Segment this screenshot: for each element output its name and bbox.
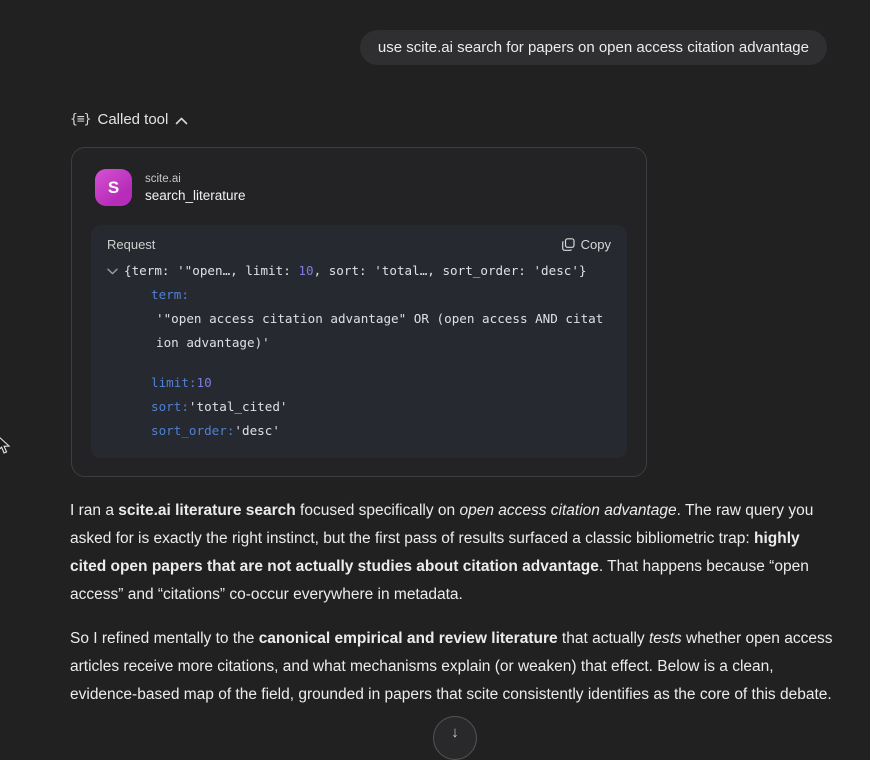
called-tool-label: Called tool xyxy=(97,111,169,128)
chevron-up-icon xyxy=(175,117,188,125)
request-panel xyxy=(91,225,627,458)
summary-limit-value: 10 xyxy=(298,263,314,278)
response-paragraph-1: I ran a scite.ai literature search focused specifically on open access citation advantage. The raw query you asked for is exactly the right instinct, but the first pass of results surfaced a classic bibliometric trap: highly cited open papers that are not actually studies about citation advantage. That happens because “open access” and “citations” co-occur everywhere in metadata. xyxy=(70,502,814,603)
param-sort-order-key: sort_order: xyxy=(151,423,235,438)
param-term-value: '"open access citation advantage" OR (open access AND citation advantage)' xyxy=(156,311,604,350)
mouse-cursor xyxy=(0,435,11,455)
chevron-down-icon xyxy=(107,268,118,275)
user-message-row xyxy=(360,30,827,65)
copy-label: Copy xyxy=(580,237,611,252)
tool-card-header xyxy=(72,148,646,225)
response-paragraph-2: So I refined mentally to the canonical empirical and review literature that actually tests whether open access articles receive more citations, and what mechanisms explain (or weaken) that effect. Below is a clean, evidence-based map of the field, grounded in papers that scite consistently identifies as the core of this debate. xyxy=(70,630,833,703)
param-sort-key: sort: xyxy=(151,399,189,414)
param-term-key: term: xyxy=(151,287,189,302)
request-summary-line[interactable] xyxy=(107,259,615,283)
param-sort-order xyxy=(151,419,615,443)
called-tool-toggle[interactable] xyxy=(70,111,188,128)
scroll-to-bottom-button[interactable] xyxy=(433,716,477,760)
param-sort-value: 'total_cited' xyxy=(188,399,288,414)
scite-logo-icon: S xyxy=(95,169,132,206)
param-term xyxy=(151,283,615,355)
request-code-block xyxy=(91,254,627,443)
summary-post: , sort: 'total…, sort_order: 'desc'} xyxy=(313,263,587,278)
request-params xyxy=(151,283,615,443)
tool-name-label: search_literature xyxy=(145,187,246,203)
assistant-response xyxy=(70,497,840,725)
param-limit xyxy=(151,371,615,395)
braces-code-icon: {≡} xyxy=(70,112,91,127)
copy-icon xyxy=(562,238,575,251)
request-summary-code xyxy=(124,259,587,283)
tool-meta xyxy=(145,173,246,203)
copy-button[interactable] xyxy=(562,237,611,252)
tool-call-card xyxy=(71,147,647,477)
param-limit-key: limit: xyxy=(151,375,197,390)
param-limit-value: 10 xyxy=(196,375,212,390)
tool-provider-label: scite.ai xyxy=(145,172,181,185)
param-sort xyxy=(151,395,615,419)
request-title: Request xyxy=(107,237,156,252)
arrow-down-icon: ↓ xyxy=(451,724,459,741)
user-message-bubble: use scite.ai search for papers on open access citation advantage xyxy=(360,30,827,65)
summary-pre: {term: '"open…, limit: xyxy=(124,263,299,278)
param-sort-order-value: 'desc' xyxy=(234,423,280,438)
request-panel-header xyxy=(91,225,627,254)
